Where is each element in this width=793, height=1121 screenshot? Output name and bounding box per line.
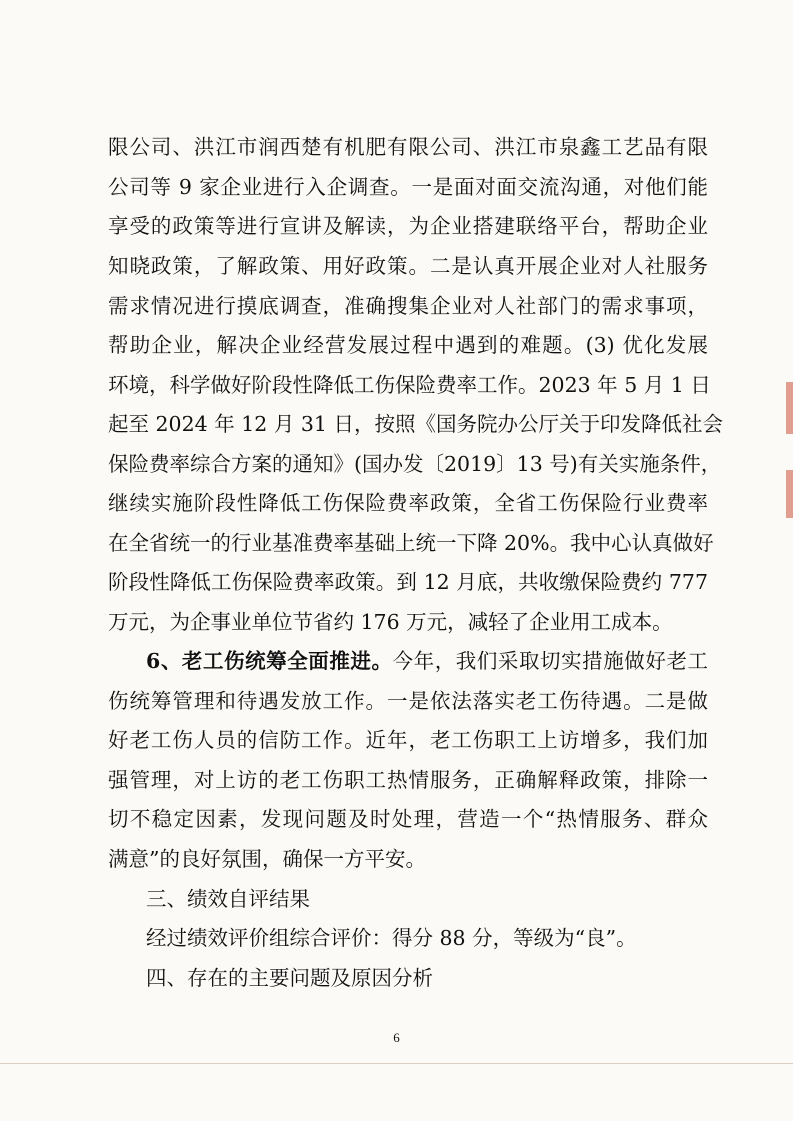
seal-edge-mark-bottom	[786, 470, 793, 518]
section-4-heading: 四、存在的主要问题及原因分析	[146, 966, 433, 990]
paragraph-6-line-3: 好老工伤人员的信防工作。近年，老工伤职工上访增多，我们加	[108, 728, 708, 752]
body-line-6: 帮助企业，解决企业经营发展过程中遇到的难题。(3) 优化发展	[108, 333, 708, 357]
body-line-3: 享受的政策等进行宣讲及解读，为企业搭建联络平台，帮助企业	[108, 214, 708, 238]
section-3-text: 经过绩效评价组综合评价：得分 88 分，等级为“良”。	[146, 926, 637, 950]
seal-edge-mark-top	[786, 382, 793, 434]
paragraph-6-line-5: 切不稳定因素，发现问题及时处理，营造一个“热情服务、群众	[108, 807, 708, 831]
body-line-2: 公司等 9 家企业进行入企调查。一是面对面交流沟通，对他们能	[108, 175, 708, 199]
paragraph-6-first-line	[146, 649, 708, 673]
paragraph-6-line-6: 满意”的良好氛围，确保一方平安。	[108, 847, 426, 871]
paragraph-6-line-4: 强管理，对上访的老工伤职工热情服务，正确解释政策，排除一	[108, 768, 708, 792]
body-line-1: 限公司、洪江市润西楚有机肥有限公司、洪江市泉鑫工艺品有限	[108, 135, 708, 159]
section-3-heading: 三、绩效自评结果	[146, 887, 310, 911]
body-line-7: 环境，科学做好阶段性降低工伤保险费率工作。2023 年 5 月 1 日	[108, 373, 711, 397]
body-line-8: 起至 2024 年 12 月 31 日，按照《国务院办公厅关于印发降低社会	[108, 412, 723, 436]
paragraph-6-heading: 6、老工伤统筹全面推进。	[146, 649, 393, 673]
footer-scan-line	[0, 1063, 793, 1064]
paragraph-6-line-2: 伤统筹管理和待遇发放工作。一是依法落实老工伤待遇。二是做	[108, 689, 708, 713]
page-number: 6	[393, 1030, 400, 1045]
body-line-5: 需求情况进行摸底调查，准确搜集企业对人社部门的需求事项，	[108, 294, 708, 318]
body-line-10: 继续实施阶段性降低工伤保险费率政策，全省工伤保险行业费率	[108, 491, 708, 515]
body-line-9: 保险费率综合方案的通知》(国办发〔2019〕13 号)有关实施条件，	[108, 452, 722, 476]
body-line-13: 万元，为企事业单位节省约 176 万元，减轻了企业用工成本。	[108, 610, 673, 634]
paragraph-6-first-line-text: 今年，我们采取切实措施做好老工	[392, 649, 709, 673]
body-line-4: 知晓政策，了解政策、用好政策。二是认真开展企业对人社服务	[108, 254, 708, 278]
body-line-12: 阶段性降低工伤保险费率政策。到 12 月底，共收缴保险费约 777	[108, 570, 708, 594]
body-line-11: 在全省统一的行业基准费率基础上统一下降 20%。我中心认真做好	[108, 531, 714, 555]
